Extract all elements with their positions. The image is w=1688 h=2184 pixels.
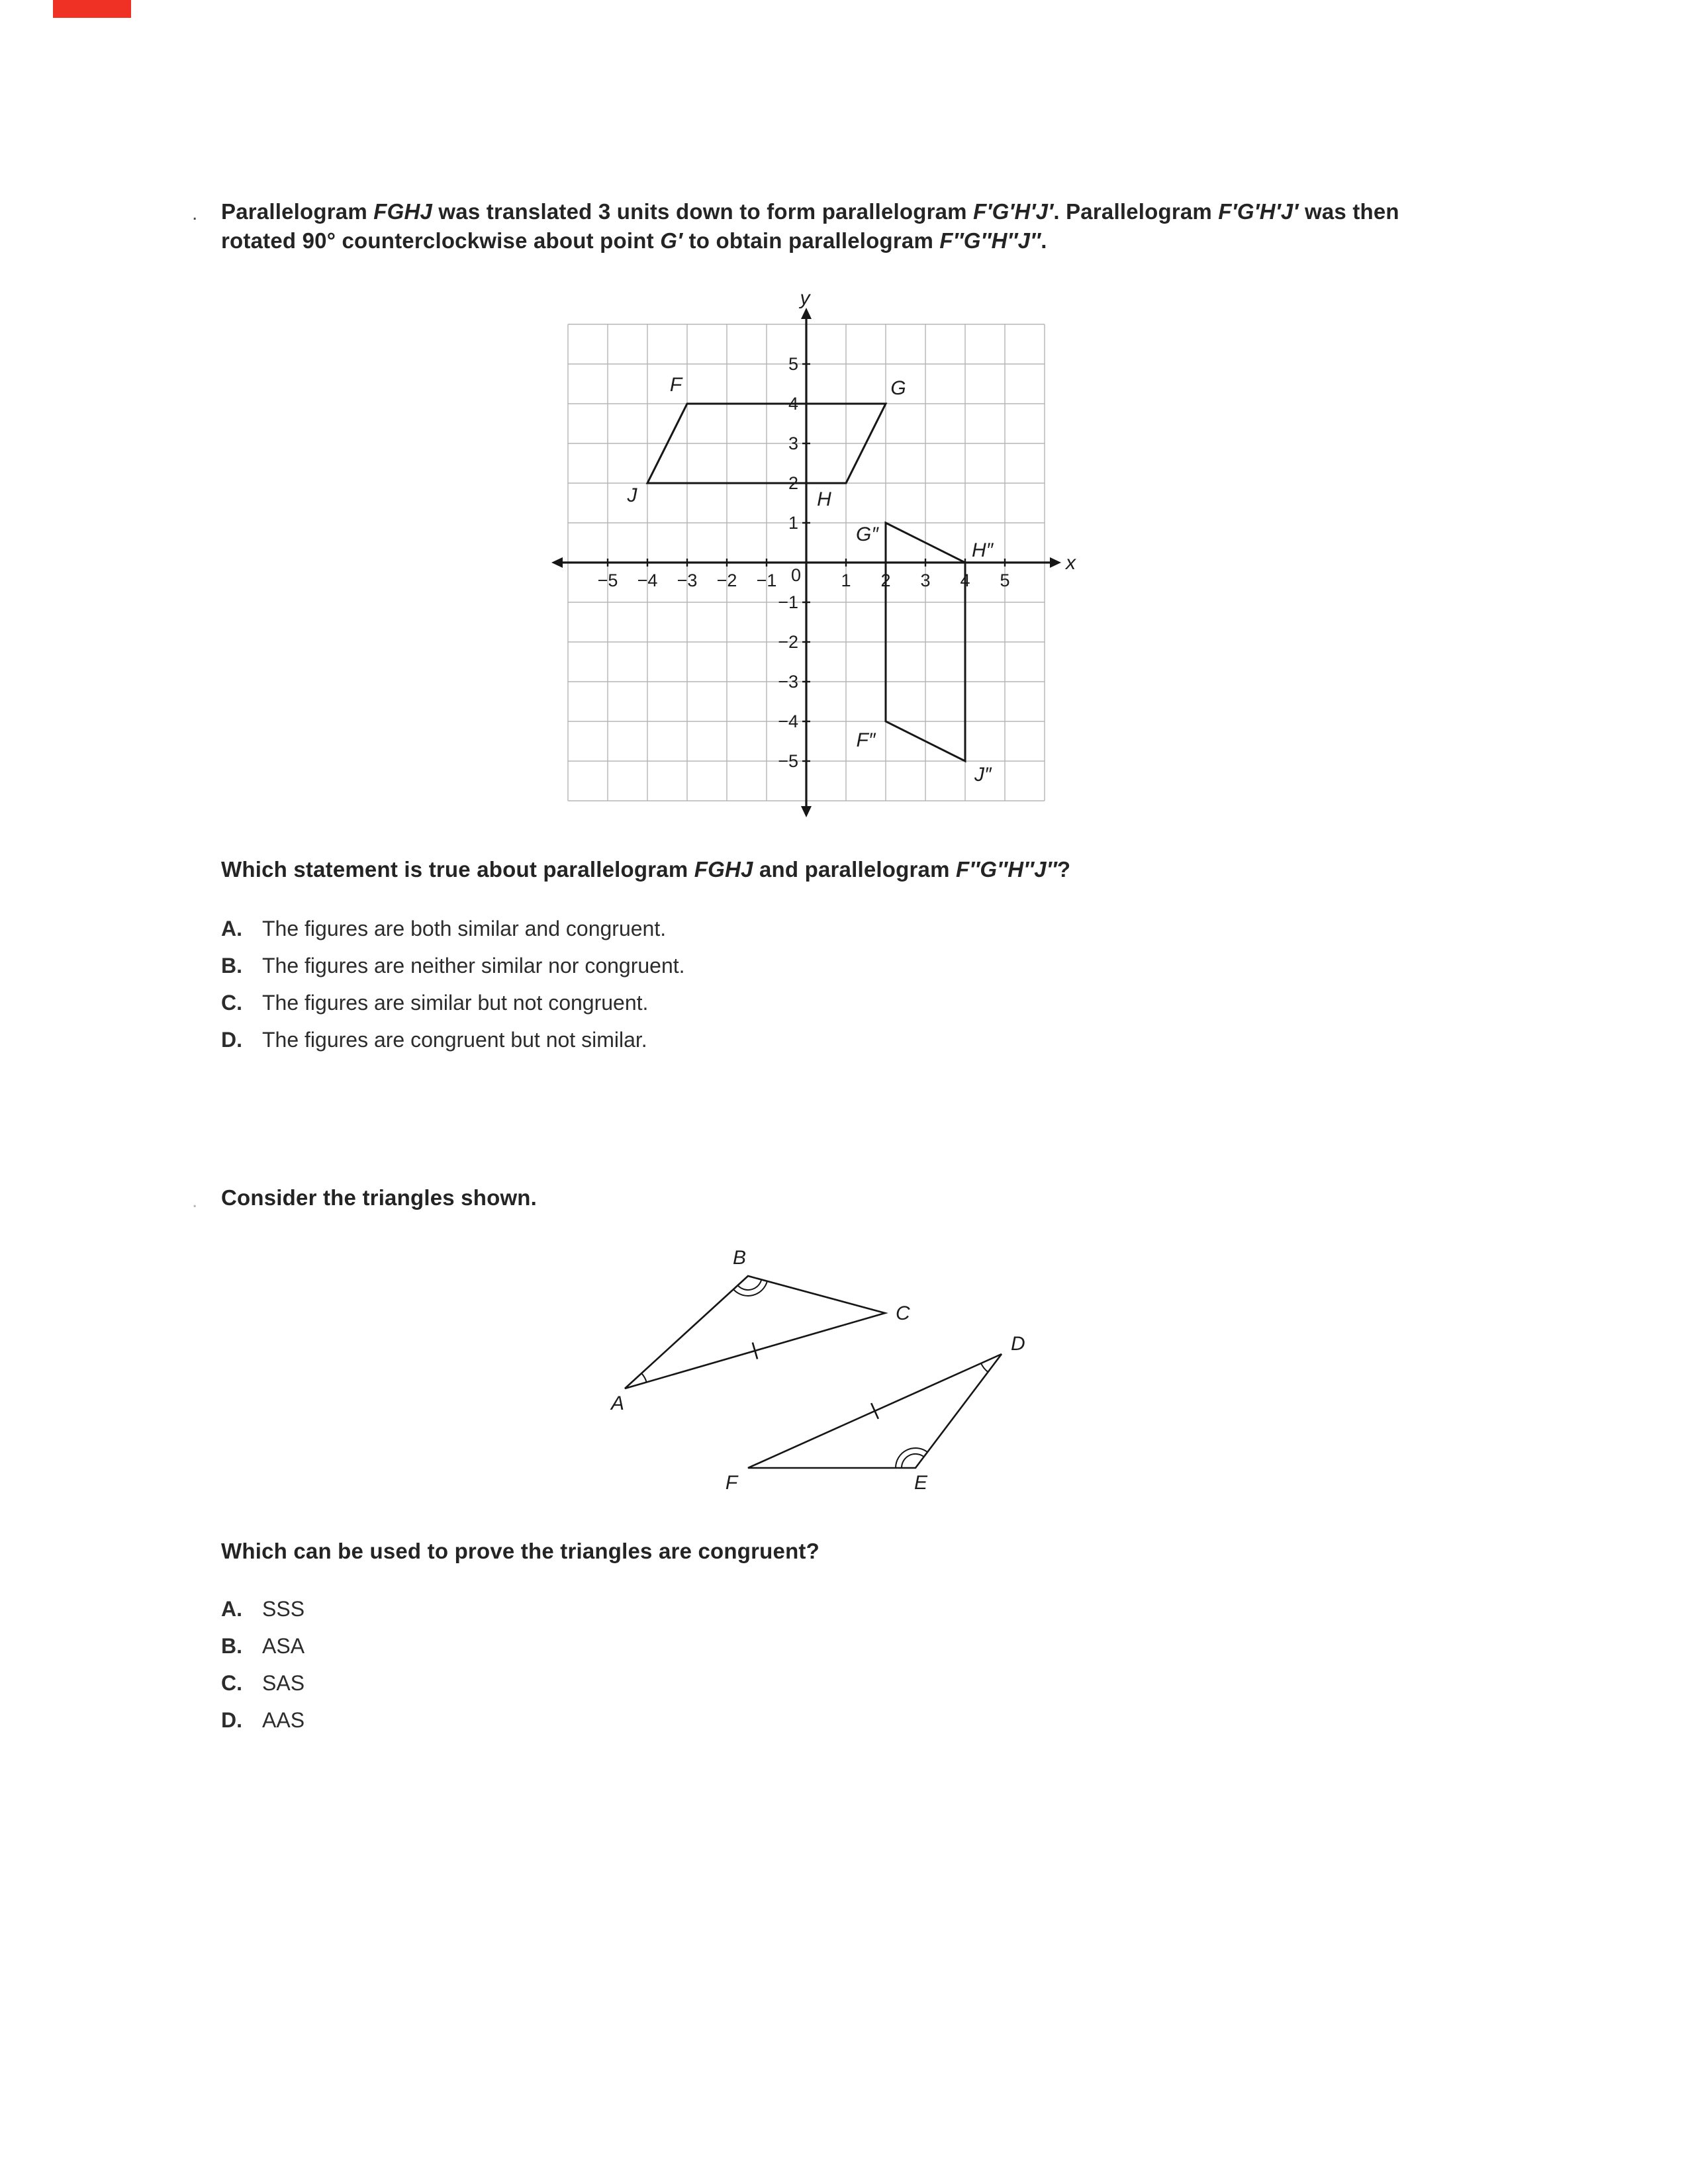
svg-text:0: 0 xyxy=(790,565,801,585)
option-letter: C. xyxy=(221,1671,242,1695)
svg-text:J: J xyxy=(627,484,637,506)
scan-artifact xyxy=(53,0,131,18)
svg-text:−3: −3 xyxy=(677,570,698,590)
svg-text:x: x xyxy=(1066,552,1076,574)
question-2-text: Which can be used to prove the triangles are congruent? xyxy=(221,1539,820,1563)
option-row-b xyxy=(221,1633,305,1659)
svg-text:1: 1 xyxy=(788,513,798,533)
svg-text:F″: F″ xyxy=(856,729,876,751)
svg-text:−2: −2 xyxy=(716,570,737,590)
option-letter: A. xyxy=(221,917,242,940)
option-text: The figures are similar but not congruent. xyxy=(262,991,649,1015)
svg-text:F: F xyxy=(725,1472,738,1494)
svg-text:3: 3 xyxy=(920,570,931,590)
option-text: ASA xyxy=(262,1634,305,1658)
svg-text:B: B xyxy=(732,1247,747,1269)
option-row-d xyxy=(221,1027,685,1052)
option-text: SSS xyxy=(262,1597,305,1621)
svg-text:G″: G″ xyxy=(856,523,878,545)
svg-text:J″: J″ xyxy=(974,764,992,786)
svg-text:−3: −3 xyxy=(778,672,798,692)
svg-text:−1: −1 xyxy=(778,592,798,612)
option-letter: D. xyxy=(221,1708,242,1732)
svg-text:−4: −4 xyxy=(778,711,798,731)
svg-text:E: E xyxy=(914,1472,928,1494)
question-1-text: Which statement is true about parallelogram FGHJ and parallelogram F″G″H″J″? xyxy=(221,857,1071,882)
svg-text:2: 2 xyxy=(880,570,891,590)
svg-text:C: C xyxy=(896,1302,910,1324)
svg-text:4: 4 xyxy=(788,394,798,414)
option-letter: B. xyxy=(221,954,242,978)
option-letter: D. xyxy=(221,1028,242,1052)
question-2-options xyxy=(221,1596,305,1745)
svg-text:3: 3 xyxy=(788,433,798,453)
svg-text:H″: H″ xyxy=(972,539,994,561)
triangles-figure xyxy=(599,1230,1076,1514)
option-row-d xyxy=(221,1707,305,1733)
svg-text:1: 1 xyxy=(841,570,851,590)
svg-text:4: 4 xyxy=(960,570,970,590)
option-text: The figures are both similar and congruent. xyxy=(262,917,667,940)
svg-text:−1: −1 xyxy=(756,570,777,590)
svg-text:−5: −5 xyxy=(597,570,618,590)
option-row-c xyxy=(221,1670,305,1696)
option-letter: C. xyxy=(221,991,242,1015)
svg-text:−5: −5 xyxy=(778,751,798,771)
option-row-a xyxy=(221,916,685,941)
svg-text:y: y xyxy=(800,287,810,309)
svg-text:A: A xyxy=(610,1392,625,1414)
question-1-marker: . xyxy=(192,203,198,224)
option-row-b xyxy=(221,953,685,978)
option-text: AAS xyxy=(262,1708,305,1732)
svg-text:−2: −2 xyxy=(778,632,798,652)
svg-text:F: F xyxy=(669,374,682,396)
question-1-prompt: Parallelogram FGHJ was translated 3 units down to form parallelogram F′G′H′J′. Parallelogram F′G′H′J′ was then rotated 90° counterclockwise about point G′ to obtain parallelogram F″G″H″J″. xyxy=(221,199,1399,253)
question-2-intro: Consider the triangles shown. xyxy=(221,1185,538,1210)
option-text: The figures are congruent but not similar. xyxy=(262,1028,647,1052)
svg-text:D: D xyxy=(1011,1333,1025,1355)
svg-text:−4: −4 xyxy=(637,570,658,590)
svg-text:2: 2 xyxy=(788,473,798,493)
svg-text:H: H xyxy=(817,488,831,510)
option-text: The figures are neither similar nor congruent. xyxy=(262,954,685,978)
question-1-options xyxy=(221,916,685,1064)
svg-text:G: G xyxy=(890,377,906,399)
svg-text:5: 5 xyxy=(1000,570,1010,590)
svg-text:5: 5 xyxy=(788,354,798,374)
option-text: SAS xyxy=(262,1671,305,1695)
option-row-a xyxy=(221,1596,305,1621)
coordinate-grid-figure xyxy=(541,287,1098,827)
option-row-c xyxy=(221,990,685,1015)
option-letter: B. xyxy=(221,1634,242,1658)
question-2-marker: . xyxy=(192,1190,198,1212)
option-letter: A. xyxy=(221,1597,242,1621)
